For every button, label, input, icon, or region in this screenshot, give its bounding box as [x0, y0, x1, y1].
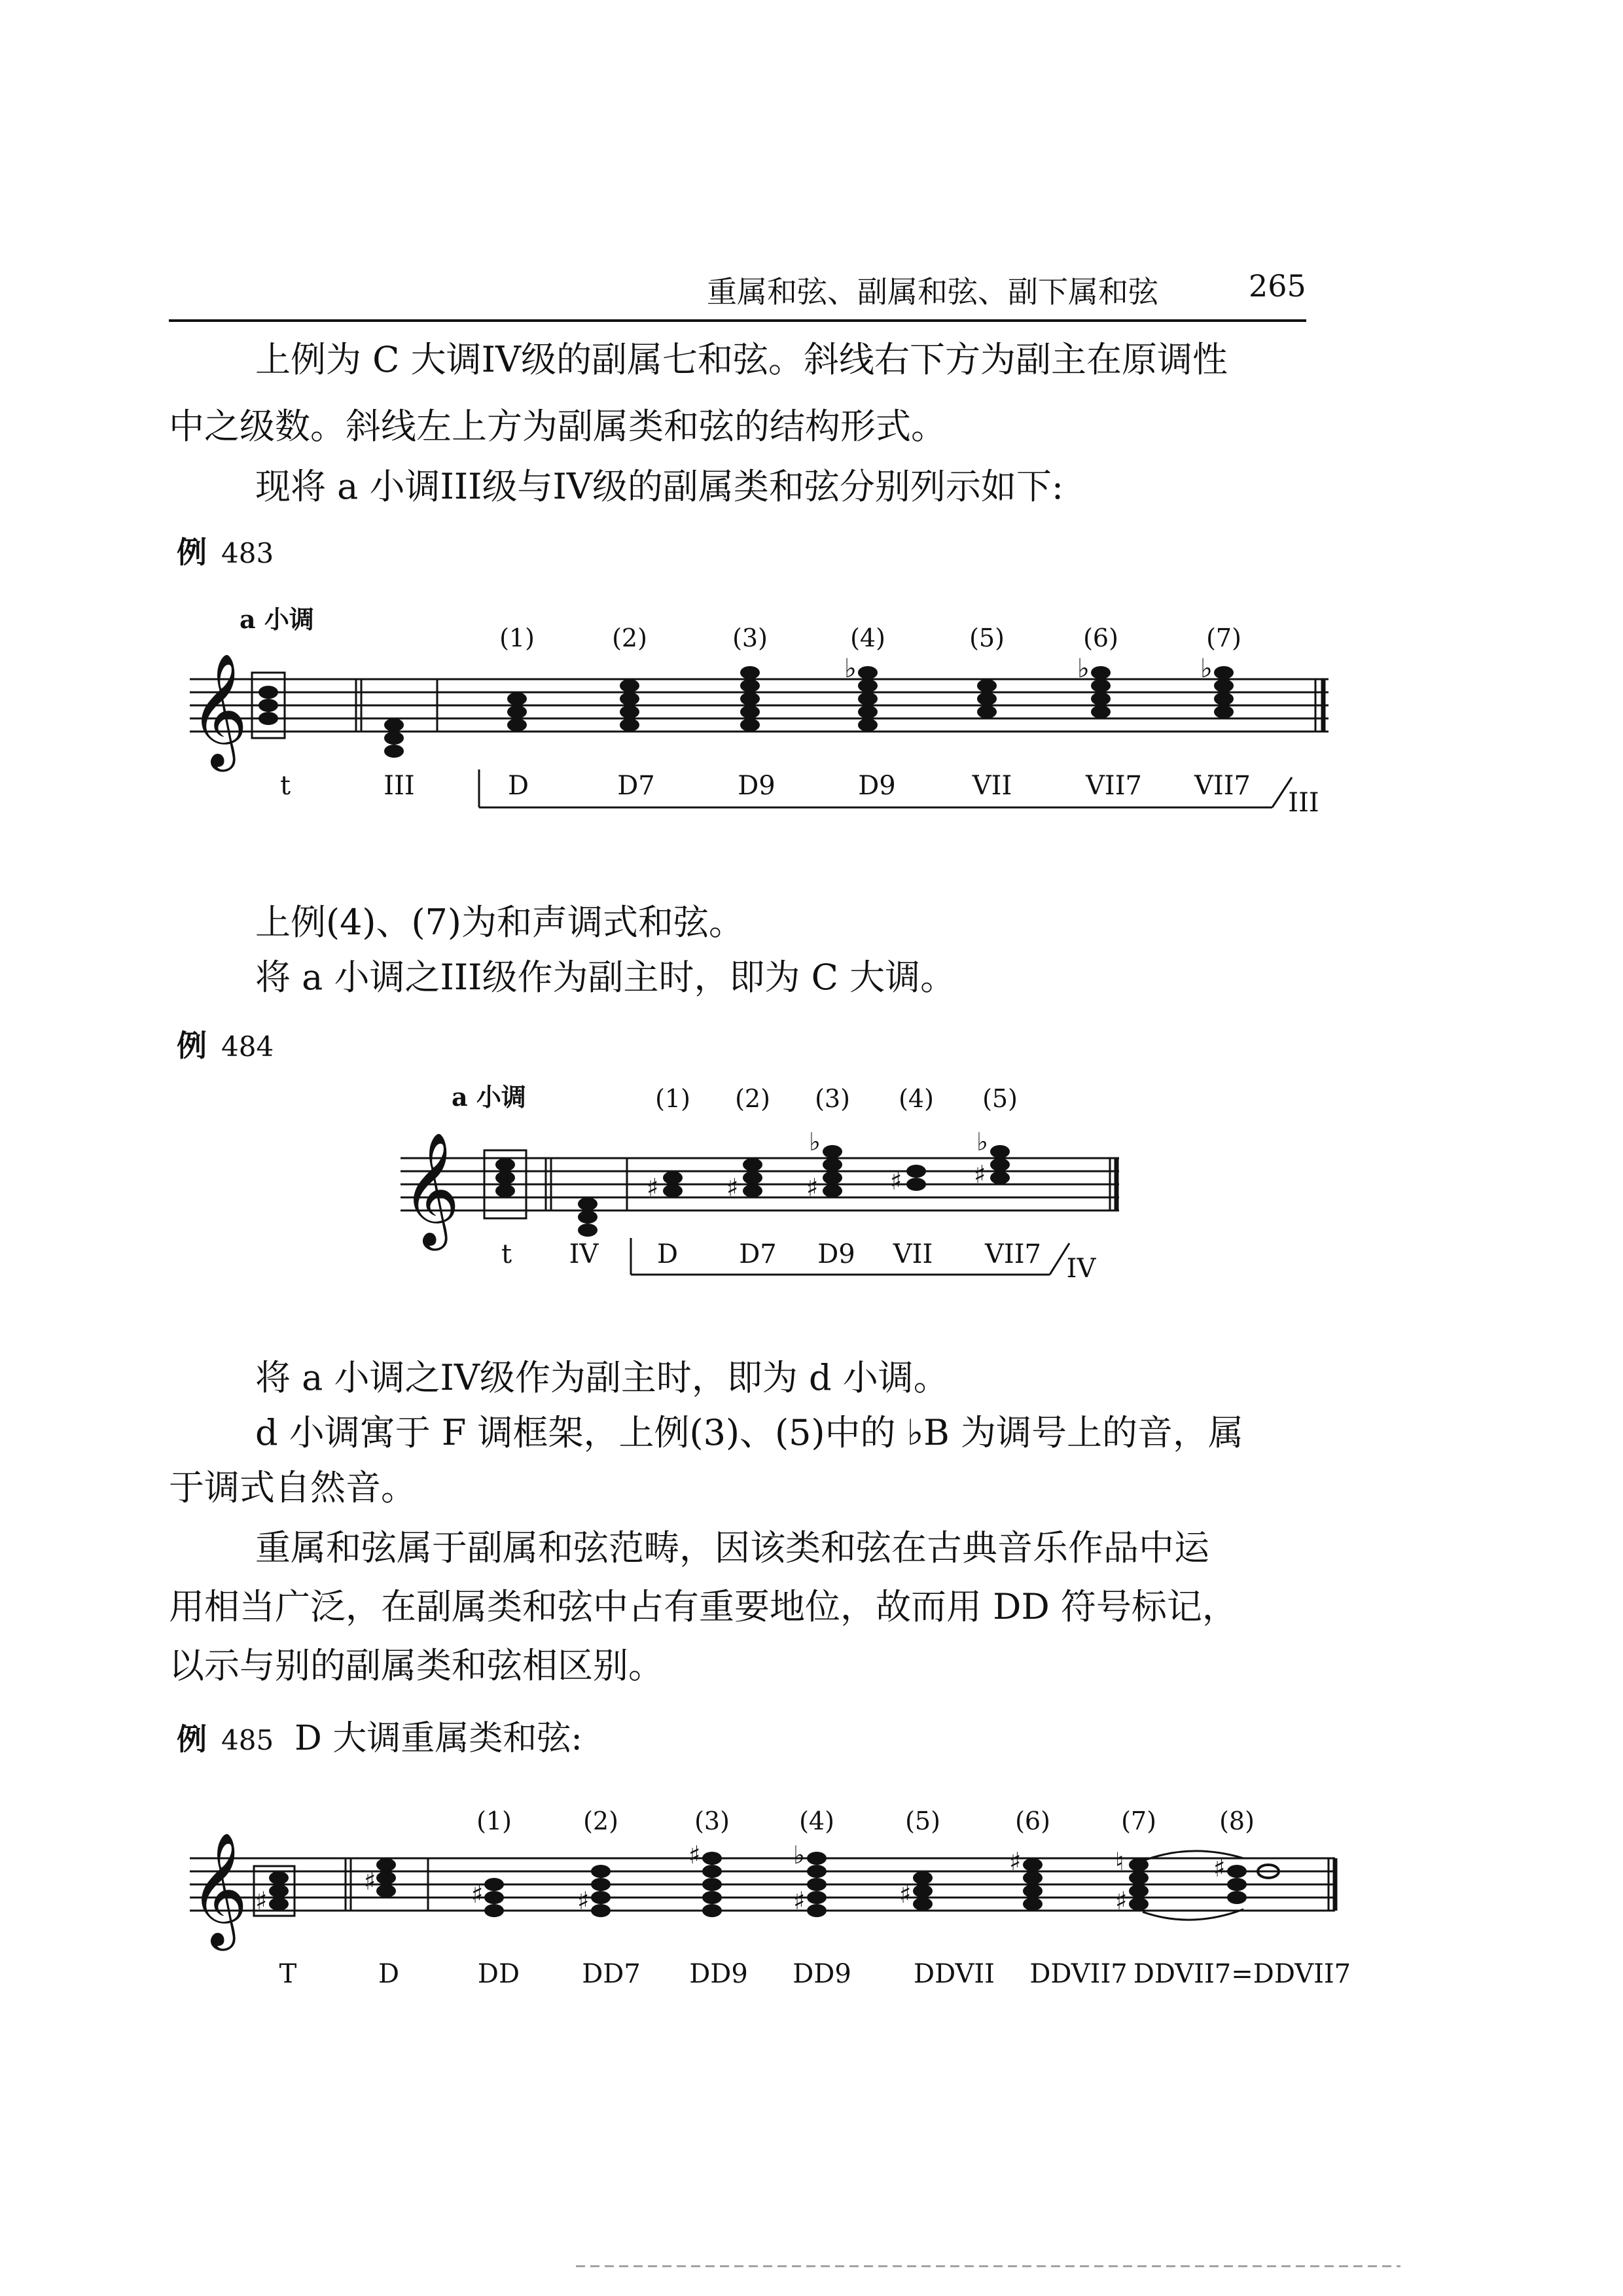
chord-number: (8) — [1219, 1807, 1255, 1835]
key-label: a 小调 — [452, 1082, 526, 1112]
harmony-symbol: D9 — [817, 1239, 855, 1269]
harmony-symbol: D9 — [738, 771, 776, 801]
harmony-symbol: VII — [972, 771, 1012, 801]
flat-icon: ♭ — [793, 1841, 805, 1869]
example-label — [177, 1022, 274, 1065]
paragraph-line — [255, 1405, 1243, 1460]
paragraph-line: 现将 a 小调III级与IV级的副属类和弦分别列示如下: — [255, 466, 1064, 507]
sharp-icon: ♯ — [726, 1173, 739, 1202]
sharp-icon: ♯ — [1213, 1854, 1226, 1882]
sharp-icon: ♯ — [577, 1886, 590, 1915]
example-label-prefix: 例 — [177, 1028, 207, 1063]
treble-clef-icon: 𝄞 — [190, 653, 248, 767]
chord-number: (5) — [905, 1807, 940, 1835]
slash-target-degree: IV — [1066, 1254, 1096, 1284]
treble-clef-icon: 𝄞 — [402, 1132, 460, 1246]
flat-icon: ♭ — [1077, 654, 1090, 684]
page-number: 265 — [1249, 268, 1306, 304]
paragraph-line: 上例为 C 大调IV级的副属七和弦。斜线右下方为副主在原调性 — [255, 339, 1228, 380]
example-description: D 大调重属类和弦: — [294, 1719, 582, 1758]
sharp-icon: ♯ — [1115, 1886, 1128, 1915]
sharp-icon: ♯ — [688, 1841, 701, 1869]
example-483-score — [164, 589, 1342, 838]
harmony-symbol: D9 — [858, 771, 896, 801]
example-number: 485 — [221, 1724, 274, 1756]
sharp-icon: ♯ — [1009, 1847, 1022, 1876]
chord-number: (2) — [612, 624, 647, 652]
chord-number: (4) — [850, 624, 885, 652]
sharp-icon: ♯ — [974, 1160, 986, 1189]
treble-clef-icon: 𝄞 — [190, 1832, 248, 1946]
chord-number: (5) — [969, 624, 1005, 652]
paragraph-segment: d 小调寓于 F 调框架，上例(3)、(5)中的 — [255, 1412, 896, 1453]
chord-number: (2) — [735, 1084, 770, 1113]
harmony-symbol: DD7 — [582, 1959, 641, 1989]
paragraph-line: 将 a 小调之IV级作为副主时，即为 d 小调。 — [255, 1357, 949, 1398]
paragraph-line: 中之级数。斜线左上方为副属类和弦的结构形式。 — [169, 406, 946, 447]
example-number: 483 — [221, 537, 274, 569]
sharp-icon: ♯ — [793, 1886, 806, 1915]
paragraph-line: 重属和弦属于副属和弦范畴，因该类和弦在古典音乐作品中运 — [255, 1527, 1209, 1568]
chord-number: (3) — [732, 624, 768, 652]
harmony-symbol: DD — [477, 1959, 520, 1989]
flat-icon: ♭ — [976, 1127, 988, 1156]
harmony-symbol: T — [279, 1959, 297, 1989]
tie-icon — [1143, 1851, 1243, 1861]
harmony-symbol: D — [378, 1959, 400, 1989]
harmony-symbol: VII7 — [1086, 771, 1142, 801]
sharp-icon: ♯ — [471, 1880, 484, 1909]
chord-number: (3) — [815, 1084, 850, 1113]
paragraph-line: 将 a 小调之III级作为副主时，即为 C 大调。 — [255, 957, 956, 998]
staff — [190, 1858, 1335, 1911]
sharp-icon: ♯ — [647, 1173, 659, 1202]
sharp-icon: ♯ — [890, 1167, 902, 1195]
chord-number: (7) — [1206, 624, 1241, 652]
chord-number: (5) — [982, 1084, 1018, 1113]
harmony-symbol: t — [501, 1239, 512, 1269]
harmony-symbol: DDVII — [914, 1959, 995, 1989]
example-label-prefix: 例 — [177, 535, 207, 570]
harmony-symbol: DDVII7=DDVII7 — [1133, 1959, 1351, 1989]
chord-number: (1) — [476, 1807, 512, 1835]
harmony-symbol: III — [383, 771, 415, 801]
harmony-symbol: D7 — [617, 771, 655, 801]
harmony-symbol: DD9 — [793, 1959, 851, 1989]
chord-number: (7) — [1121, 1807, 1156, 1835]
harmony-symbol: VII7 — [1194, 771, 1251, 801]
sharp-icon: ♯ — [364, 1867, 376, 1896]
harmony-symbol: VII — [893, 1239, 933, 1269]
chord-number: (2) — [583, 1807, 618, 1835]
slash-target-degree: III — [1288, 788, 1319, 818]
example-number: 484 — [221, 1031, 274, 1063]
chord-number: (6) — [1015, 1807, 1050, 1835]
paragraph-segment: ♭B 为调号上的音，属 — [906, 1412, 1244, 1453]
header-rule — [169, 319, 1306, 322]
chord-number: (1) — [655, 1084, 690, 1113]
flat-icon: ♭ — [844, 654, 857, 684]
sharp-icon: ♯ — [255, 1886, 268, 1915]
sharp-icon: ♯ — [806, 1173, 819, 1202]
running-header-title: 重属和弦、副属和弦、副下属和弦 — [707, 274, 1158, 309]
example-484-score — [393, 1067, 1165, 1302]
harmony-symbol: D — [507, 771, 529, 801]
example-label — [177, 529, 274, 572]
paragraph-line: 上例(4)、(7)为和声调式和弦。 — [255, 902, 744, 943]
chord-number: (6) — [1083, 624, 1118, 652]
chord-number: (4) — [899, 1084, 934, 1113]
harmony-symbol: DD9 — [689, 1959, 748, 1989]
harmony-symbol: VII7 — [985, 1239, 1041, 1269]
key-label: a 小调 — [240, 605, 314, 634]
example-label-prefix: 例 — [177, 1722, 207, 1757]
chord-number: (3) — [694, 1807, 730, 1835]
harmony-symbol: IV — [569, 1239, 599, 1269]
paragraph-line: 于调式自然音。 — [169, 1467, 416, 1508]
harmony-symbol: D7 — [739, 1239, 777, 1269]
chord-number: (4) — [799, 1807, 834, 1835]
example-485-score — [164, 1793, 1355, 2015]
paragraph-line: 用相当广泛，在副属类和弦中占有重要地位，故而用 DD 符号标记， — [169, 1586, 1238, 1627]
natural-icon: ♮ — [1115, 1847, 1124, 1876]
sharp-icon: ♯ — [899, 1880, 912, 1909]
scan-artifact-line — [576, 2265, 1400, 2267]
example-label — [177, 1710, 582, 1759]
chord-number: (1) — [499, 624, 535, 652]
harmony-symbol: t — [279, 771, 291, 801]
flat-icon: ♭ — [1200, 654, 1213, 684]
paragraph-line: 以示与别的副属类和弦相区别。 — [169, 1645, 664, 1686]
harmony-symbol: D — [656, 1239, 679, 1269]
harmony-symbol: DDVII7 — [1029, 1959, 1128, 1989]
flat-icon: ♭ — [809, 1127, 821, 1156]
